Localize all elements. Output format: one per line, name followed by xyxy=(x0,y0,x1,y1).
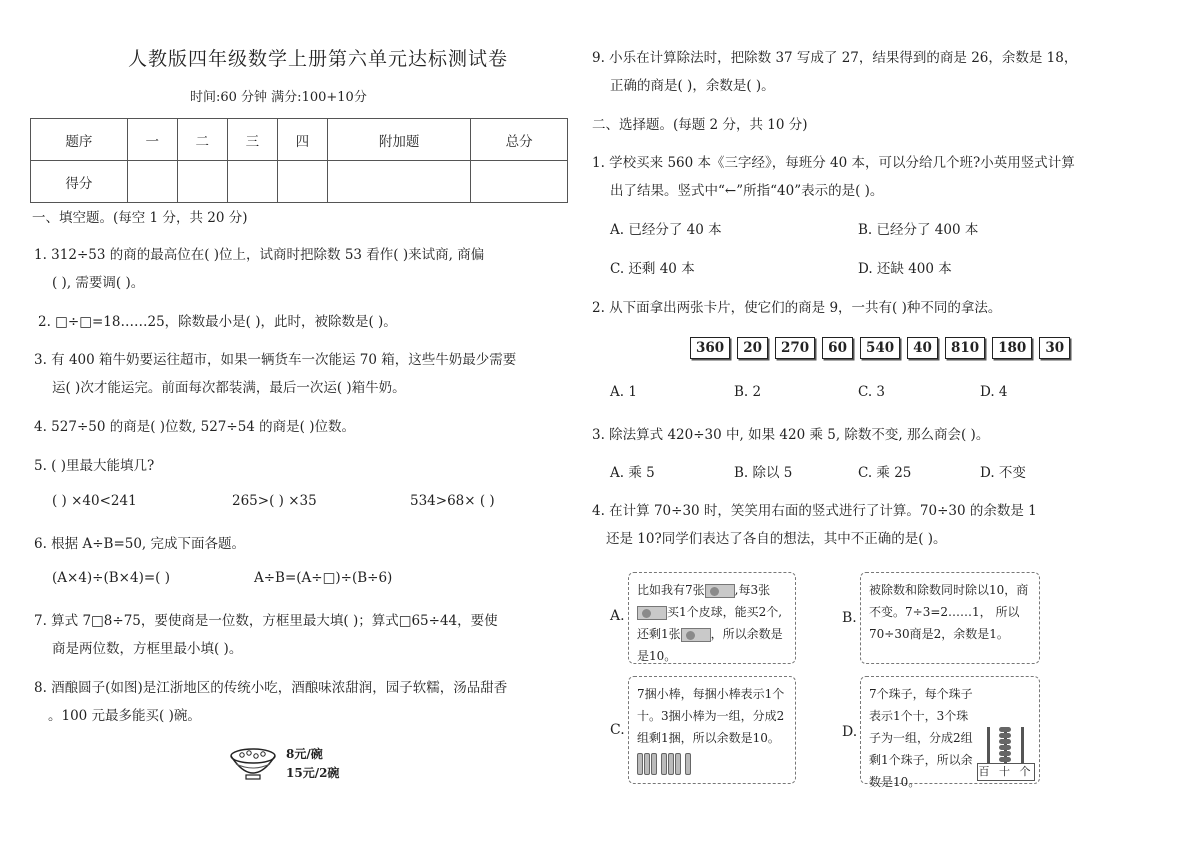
score-entry-cell[interactable] xyxy=(327,161,470,203)
table-row xyxy=(31,119,568,161)
question-9-cont: 正确的商是( )，余数是( )。 xyxy=(610,78,775,94)
option-c-text: 7捆小棒，每捆小棒表示1个十。3捆小棒为一组，分成2组剩1捆，所以余数是10。 xyxy=(637,687,785,745)
table-row xyxy=(31,161,568,203)
choice-2-option-b[interactable]: B. 2 xyxy=(734,384,762,400)
question-1-cont: ( ), 需要调( )。 xyxy=(52,275,145,291)
section-heading-fill-blank: 一、填空题。(每空 1 分，共 20 分) xyxy=(32,210,248,226)
question-9: 9. 小乐在计算除法时，把除数 37 写成了 27，结果得到的商是 26，余数是 18， xyxy=(592,50,1078,66)
number-card[interactable]: 270 xyxy=(775,337,815,359)
choice-question-2: 2. 从下面拿出两张卡片，使它们的商是 9，一共有( )种不同的拿法。 xyxy=(592,300,1002,316)
question-5: 5. ( )里最大能填几? xyxy=(34,458,155,474)
option-a-text: 是10。 xyxy=(637,649,677,663)
option-a-label[interactable]: A. xyxy=(610,608,625,624)
question-3-cont: 运( )次才能运完。前面每次都装满，最后一次运( )箱牛奶。 xyxy=(52,380,406,396)
number-card[interactable]: 40 xyxy=(907,337,938,359)
option-d-text: 7个珠子，每个珠子表示1个十，3个珠子为一组，分成2组剩1个珠子，所以余数是10。 xyxy=(869,687,973,789)
score-entry-cell[interactable] xyxy=(227,161,277,203)
banknote-icon xyxy=(705,584,735,598)
section-heading-choice: 二、选择题。(每题 2 分，共 10 分) xyxy=(592,117,808,133)
question-1: 1. 312÷53 的商的最高位在( )位上，试商时把除数 53 看作( )来试商, 商偏 xyxy=(34,247,485,263)
score-entry-cell[interactable] xyxy=(127,161,177,203)
score-table xyxy=(30,118,568,203)
question-8-cont: 。100 元最多能买( )碗。 xyxy=(48,708,201,724)
number-card[interactable]: 180 xyxy=(992,337,1032,359)
choice-1-option-c[interactable]: C. 还剩 40 本 xyxy=(610,261,695,277)
banknote-icon xyxy=(681,628,711,642)
question-4: 4. 527÷50 的商是( )位数, 527÷54 的商是( )位数。 xyxy=(34,419,356,435)
option-c-box[interactable] xyxy=(628,676,796,784)
table-cell: 得分 xyxy=(31,161,128,203)
number-card[interactable]: 60 xyxy=(822,337,853,359)
option-b-label[interactable]: B. xyxy=(842,610,857,626)
option-a-text: ,每3张 xyxy=(734,583,771,597)
table-cell: 总分 xyxy=(471,119,568,161)
soup-bowl-icon xyxy=(228,742,278,782)
choice-question-4: 4. 在计算 70÷30 时，笑笑用右面的竖式进行了计算。70÷30 的余数是 1 xyxy=(592,503,1037,519)
price-single: 8元/碗 xyxy=(286,747,323,761)
choice-question-1: 1. 学校买来 560 本《三字经》，每班分 40 本，可以分给几个班?小英用竖式计算 xyxy=(592,155,1075,171)
question-3: 3. 有 400 箱牛奶要运往超市，如果一辆货车一次能运 70 箱，这些牛奶最少需要 xyxy=(34,352,517,368)
question-5b: 265>( ) ×35 xyxy=(232,493,317,509)
option-a-text: ，所以余数是 xyxy=(710,627,783,641)
choice-3-option-a[interactable]: A. 乘 5 xyxy=(610,465,655,481)
question-6b: A÷B=(A÷□)÷(B÷6) xyxy=(254,570,393,586)
table-cell: 附加题 xyxy=(327,119,470,161)
choice-3-option-d[interactable]: D. 不变 xyxy=(980,465,1026,481)
option-a-text: 还剩1张 xyxy=(637,627,681,641)
abacus-icon xyxy=(977,733,1035,781)
question-7: 7. 算式 7□8÷75，要使商是一位数，方框里最大填( )；算式□65÷44，要使 xyxy=(34,613,498,629)
choice-1-option-b[interactable]: B. 已经分了 400 本 xyxy=(858,222,979,238)
table-cell: 三 xyxy=(227,119,277,161)
choice-1-option-a[interactable]: A. 已经分了 40 本 xyxy=(610,222,722,238)
option-a-box[interactable] xyxy=(628,572,796,664)
choice-2-option-d[interactable]: D. 4 xyxy=(980,384,1008,400)
choice-question-3: 3. 除法算式 420÷30 中, 如果 420 乘 5, 除数不变, 那么商会( )。 xyxy=(592,427,990,443)
number-card[interactable]: 810 xyxy=(945,337,985,359)
question-2: 2. □÷□=18……25，除数最小是( )，此时，被除数是( )。 xyxy=(38,314,397,330)
choice-3-option-b[interactable]: B. 除以 5 xyxy=(734,465,793,481)
choice-3-option-c[interactable]: C. 乘 25 xyxy=(858,465,912,481)
page-title: 人教版四年级数学上册第六单元达标测试卷 xyxy=(128,48,509,70)
abacus-label: 百 十 个 xyxy=(977,763,1035,781)
option-d-label[interactable]: D. xyxy=(842,724,858,740)
option-c-label[interactable]: C. xyxy=(610,722,625,738)
choice-2-option-a[interactable]: A. 1 xyxy=(610,384,637,400)
table-cell: 一 xyxy=(127,119,177,161)
score-entry-cell[interactable] xyxy=(177,161,227,203)
number-card[interactable]: 20 xyxy=(737,337,768,359)
choice-1-option-d[interactable]: D. 还缺 400 本 xyxy=(858,261,952,277)
table-cell: 四 xyxy=(277,119,327,161)
question-6: 6. 根据 A÷B=50, 完成下面各题。 xyxy=(34,536,246,552)
number-card[interactable]: 30 xyxy=(1039,337,1070,359)
question-7-cont: 商是两位数，方框里最小填( )。 xyxy=(52,641,243,657)
question-8: 8. 酒酿圆子(如图)是江浙地区的传统小吃，酒酿味浓甜润，园子软糯，汤品甜香 xyxy=(34,680,508,696)
stick-bundles-icon xyxy=(637,753,787,775)
choice-question-1-cont: 出了结果。竖式中“←”所指“40”表示的是( )。 xyxy=(610,183,884,199)
option-b-text: 被除数和除数同时除以10，商不变。7÷3=2……1， 所以70÷30商是2，余数是1。 xyxy=(869,583,1029,641)
number-cards xyxy=(690,337,1070,359)
score-entry-cell[interactable] xyxy=(277,161,327,203)
choice-question-4-cont: 还是 10?同学们表达了各自的想法，其中不正确的是( )。 xyxy=(606,531,947,547)
price-double: 15元/2碗 xyxy=(286,766,340,780)
option-a-text: 买1个皮球，能买2个, xyxy=(667,605,783,619)
question-6a: (A×4)÷(B×4)=( ) xyxy=(52,570,170,586)
question-5a: ( ) ×40<241 xyxy=(52,493,137,509)
number-card[interactable]: 360 xyxy=(690,337,730,359)
table-cell: 题序 xyxy=(31,119,128,161)
table-cell: 二 xyxy=(177,119,227,161)
banknote-icon xyxy=(637,606,667,620)
option-b-box[interactable] xyxy=(860,572,1040,664)
choice-2-option-c[interactable]: C. 3 xyxy=(858,384,886,400)
question-5c: 534>68× ( ) xyxy=(410,493,495,509)
score-entry-cell[interactable] xyxy=(471,161,568,203)
option-a-text: 比如我有7张 xyxy=(637,583,705,597)
number-card[interactable]: 540 xyxy=(860,337,900,359)
exam-meta: 时间:60 分钟 满分:100+10分 xyxy=(190,90,367,105)
